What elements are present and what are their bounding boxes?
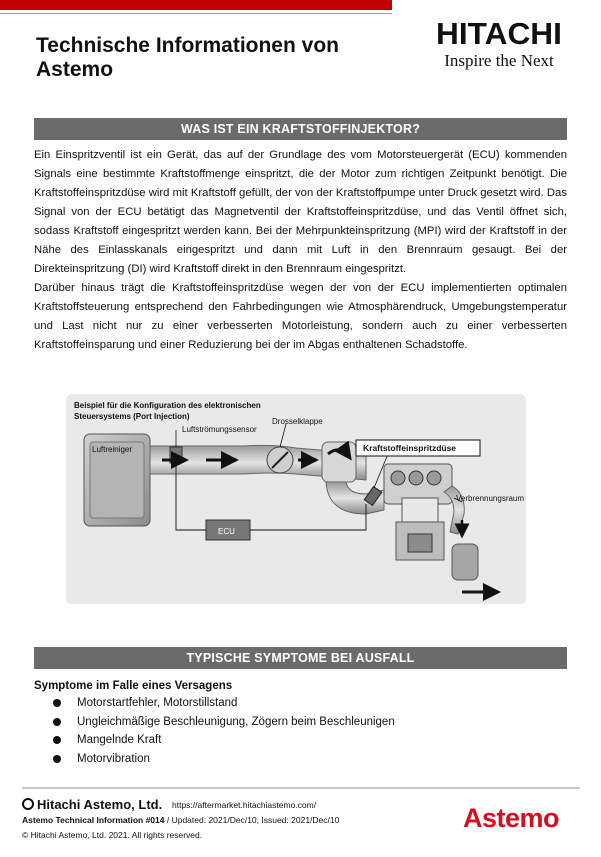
footer-rule: [22, 787, 580, 789]
bullet-icon: [53, 736, 61, 744]
label-ecu: ECU: [218, 527, 235, 536]
label-airflow-sensor: Luftströmungssensor: [182, 425, 257, 434]
header-accent-bar: [0, 0, 392, 10]
diagram-caption-line1: Beispiel für die Konfiguration des elektronischen: [74, 401, 261, 410]
hitachi-mark-icon: [22, 798, 34, 810]
bullet-icon: [53, 755, 61, 763]
paragraph-2: Darüber hinaus trägt die Kraftstoffeinspritzdüse wegen der von der ECU implementierten optimalen Kraftstoffsteuerung entsprechend den Fahrbedingungen wie Atmosphärendruck, Umgebungstemperatur und Last nicht nur zu einer verbesserten Motorleistung, sondern auch zu einer verbesserten Kraftstoffeinsparung und einer Reduzierung bei der im Abgas enthaltenen Schadstoffe.: [34, 282, 567, 351]
bullet-icon: [53, 699, 61, 707]
symptom-text: Motorstartfehler, Motorstillstand: [77, 697, 238, 709]
footer-info-dates: / Updated: 2021/Dec/10, Issued: 2021/Dec/10: [164, 815, 340, 825]
list-item: [50, 731, 395, 750]
footer-info: [22, 815, 339, 825]
label-combustion: Verbrennungsraum: [456, 494, 525, 503]
label-throttle: Drosselklappe: [272, 417, 323, 426]
section-heading-injector: WAS IST EIN KRAFTSTOFFINJEKTOR?: [34, 118, 567, 140]
diagram-caption-line2: Steuersystems (Port Injection): [74, 412, 190, 421]
section-heading-symptoms: TYPISCHE SYMPTOME BEI AUSFALL: [34, 647, 567, 669]
symptom-text: Ungleichmäßige Beschleunigung, Zögern beim Beschleunigen: [77, 715, 395, 728]
paragraph-1: Ein Einspritzventil ist ein Gerät, das auf der Grundlage des vom Motorsteuergerät (ECU) kommenden Signals eine bestimmte Kraftstoffmenge einspritzt, die der Motor zum richtigen Zeitpunkt benötigt. Die Kraftstoffeinspritzdüse wird mit Kraftstoff gefüllt, der von der Kraftstoffpumpe unter Druck gesetzt wird. Das Signal von der ECU betätigt das Magnetventil der Kraftstoffeinspritzdüse, und das Ventil öffnet sich, sodass Kraftstoff eingespritzt werden kann. Bei der Mehrpunkteinspritzung (MPI) wird der Kraftstoff in der Nähe des Einlasskanals eingespritzt und dann mit Luft in den Brennraum gesaugt. Bei der Direkteinspritzung (DI) wird Kraftstoff direkt in den Brennraum eingespritzt.: [34, 149, 567, 275]
symptom-text: Mangelnde Kraft: [77, 734, 162, 746]
footer-company-name: Hitachi Astemo, Ltd.: [37, 797, 163, 812]
footer-url-link[interactable]: https://aftermarket.hitachiastemo.com/: [172, 800, 317, 810]
brand-tagline: Inspire the Next: [444, 51, 554, 70]
symptom-text: Motorvibration: [77, 752, 150, 765]
label-air-cleaner: Luftreiniger: [92, 445, 133, 454]
list-item: [50, 750, 395, 769]
symptom-list: [50, 694, 395, 768]
astemo-logo: Astemo: [463, 803, 560, 833]
footer-company: [22, 797, 162, 812]
system-diagram: [66, 394, 526, 604]
document-title: Technische Informationen von Astemo: [36, 34, 339, 81]
intake-plenum: [322, 442, 356, 482]
hitachi-logo: [414, 18, 584, 71]
symptoms-subheading: Symptome im Falle eines Versagens: [34, 680, 233, 692]
bullet-icon: [53, 718, 61, 726]
list-item: [50, 713, 395, 732]
list-item: [50, 694, 395, 713]
footer-copyright: © Hitachi Astemo, Ltd. 2021. All rights reserved.: [22, 830, 203, 840]
brand-name: HITACHI: [436, 16, 562, 51]
header-rule: [0, 13, 392, 14]
diagram-svg: [66, 394, 526, 604]
intro-text: [34, 146, 567, 355]
footer-info-title: Astemo Technical Information #014: [22, 815, 165, 825]
label-injector: Kraftstoffeinspritzdüse: [363, 443, 457, 453]
